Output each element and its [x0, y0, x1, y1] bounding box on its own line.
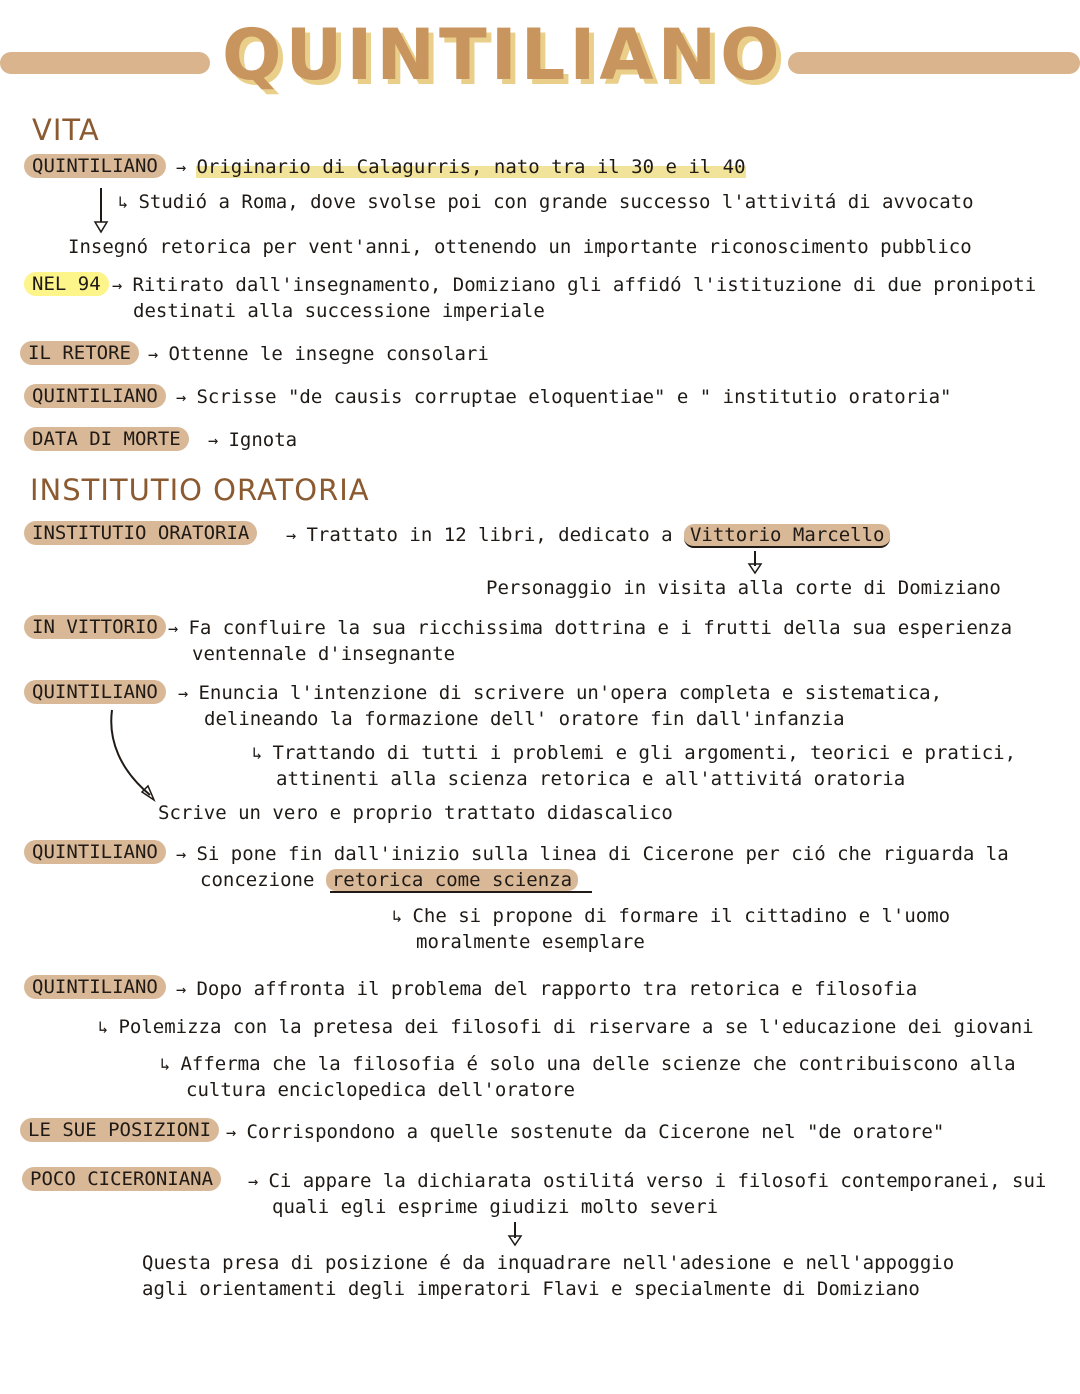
entry-text: → Ritirato dall'insegnamento, Domiziano gli affidó l'istituzione di due pronipoti — [112, 274, 1037, 296]
entry-text: → Ignota — [208, 429, 298, 451]
section-heading-vita: VITA — [32, 113, 100, 147]
entry-text: delineando la formazione dell' oratore fin dall'infanzia — [204, 708, 845, 730]
entry-text: → Scrisse "de causis corruptae eloquentiae" e " institutio oratoria" — [176, 386, 952, 408]
entry-text: ventennale d'insegnante — [192, 643, 456, 665]
entry-text: → Ci appare la dichiarata ostilitá verso i filosofi contemporanei, sui — [248, 1170, 1047, 1192]
entry-text: ↳ Polemizza con la pretesa dei filosofi di riservare a se l'educazione dei giovani — [98, 1016, 1034, 1038]
entry-text: → Corrispondono a quelle sostenute da Cicerone nel "de oratore" — [226, 1121, 945, 1143]
entry-text: → Enuncia l'intenzione di scrivere un'opera completa e sistematica, — [178, 682, 943, 704]
entry-text: → Si pone fin dall'inizio sulla linea di Cicerone per ció che riguarda la — [176, 843, 1009, 865]
tag-quintiliano: QUINTILIANO — [24, 840, 166, 864]
entry-text: cultura enciclopedica dell'oratore — [186, 1079, 575, 1101]
entry-text: ↳ Afferma che la filosofia é solo una delle scienze che contribuiscono alla — [160, 1053, 1016, 1075]
page-title: QUINTILIANO — [222, 14, 784, 96]
tag-quintiliano: QUINTILIANO — [24, 154, 166, 178]
entry-text: → Dopo affronta il problema del rapporto tra retorica e filosofia — [176, 978, 918, 1000]
tag-quintiliano: QUINTILIANO — [24, 384, 166, 408]
entry-text: ↳ Studió a Roma, dove svolse poi con grande successo l'attivitá di avvocato — [118, 191, 974, 213]
entry-text: concezione retorica come scienza — [200, 867, 578, 893]
entry-text: → Ottenne le insegne consolari — [148, 343, 489, 365]
tag-nel-94: NEL 94 — [24, 272, 109, 296]
entry-text: ↳ Trattando di tutti i problemi e gli argomenti, teorici e pratici, — [252, 742, 1017, 764]
tag-poco-ciceroniana: POCO CICERONIANA — [22, 1167, 221, 1191]
section-heading-institutio: INSTITUTIO ORATORIA — [30, 473, 370, 507]
entry-text: → Originario di Calagurris, nato tra il 30 e il 40 — [176, 156, 746, 178]
entry-text: attinenti alla scienza retorica e all'attivitá oratoria — [276, 768, 906, 790]
entry-text: Questa presa di posizione é da inquadrare nell'adesione e nell'appoggio — [142, 1252, 955, 1274]
tag-le-sue-posizioni: LE SUE POSIZIONI — [20, 1118, 219, 1142]
entry-text: ↳ Che si propone di formare il cittadino e l'uomo — [392, 905, 951, 927]
entry-text: → Fa confluire la sua ricchissima dottrina e i frutti della sua esperienza — [168, 617, 1013, 639]
tag-institutio-oratoria: INSTITUTIO ORATORIA — [24, 521, 257, 545]
entry-text: Insegnó retorica per vent'anni, ottenendo un importante riconoscimento pubblico — [68, 236, 972, 258]
entry-text: Scrive un vero e proprio trattato didascalico — [158, 802, 673, 824]
tag-in-vittorio: IN VITTORIO — [24, 615, 166, 639]
tag-il-retore: IL RETORE — [20, 341, 139, 365]
tag-quintiliano: QUINTILIANO — [24, 975, 166, 999]
underlined-name: Vittorio Marcello — [684, 524, 890, 548]
tag-quintiliano: QUINTILIANO — [24, 680, 166, 704]
tag-data-di-morte: DATA DI MORTE — [24, 427, 189, 451]
entry-text: agli orientamenti degli imperatori Flavi e specialmente di Domiziano — [142, 1278, 920, 1300]
entry-text: destinati alla successione imperiale — [133, 300, 545, 322]
entry-text: moralmente esemplare — [416, 931, 645, 953]
entry-text: Personaggio in visita alla corte di Domiziano — [486, 577, 1001, 599]
entry-text: quali egli esprime giudizi molto severi — [272, 1196, 719, 1218]
entry-text: → Trattato in 12 libri, dedicato a Vittorio Marcello — [286, 522, 890, 549]
